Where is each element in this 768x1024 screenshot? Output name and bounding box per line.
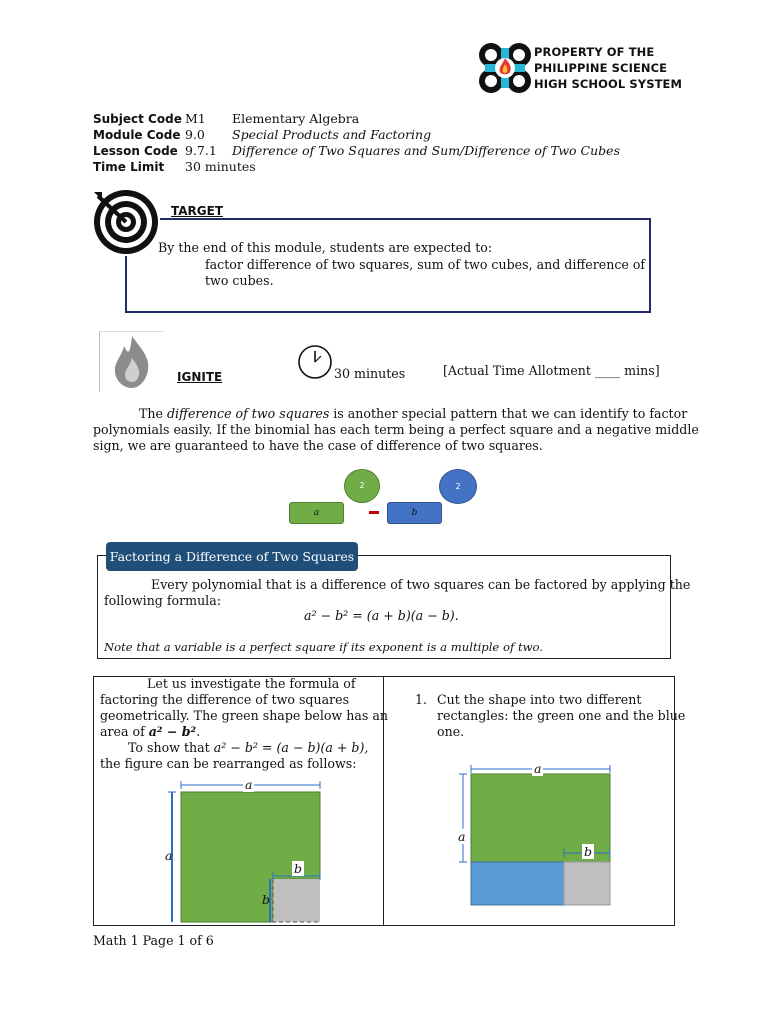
left-line4 bbox=[100, 724, 200, 740]
lesson-title: Difference of Two Squares and Sum/Difference of Two Cubes bbox=[232, 143, 620, 158]
left-line5-expr: a² − b² = (a − b)(a + b), bbox=[213, 740, 369, 755]
right-dim-a-top: a bbox=[534, 761, 542, 776]
ignite-flame-icon bbox=[99, 331, 164, 392]
time-limit-value: 30 minutes bbox=[185, 159, 256, 174]
right-item-number: 1. bbox=[415, 692, 428, 707]
right-line1: Cut the shape into two different bbox=[437, 692, 642, 707]
clock-icon bbox=[297, 344, 333, 380]
right-dim-b: b bbox=[584, 844, 593, 859]
term-b-box: b bbox=[387, 502, 442, 524]
formula-expression: a² − b² = (a + b)(a − b). bbox=[304, 608, 459, 623]
ignite-time: 30 minutes bbox=[334, 366, 406, 381]
intro-term: difference of two squares bbox=[166, 406, 330, 421]
target-intro: By the end of this module, students are expected to: bbox=[158, 240, 493, 255]
subject-code-label: Subject Code bbox=[93, 112, 182, 126]
module-title: Special Products and Factoring bbox=[232, 127, 432, 142]
left-line4-post: . bbox=[196, 724, 201, 739]
left-dim-b-side: b bbox=[262, 892, 271, 907]
left-line5 bbox=[128, 740, 368, 756]
left-line6: the figure can be rearranged as follows: bbox=[100, 756, 357, 771]
left-line4-pre: area of bbox=[100, 724, 149, 739]
left-line2: factoring the difference of two squares bbox=[100, 692, 350, 707]
logo-line-1: PROPERTY OF THE bbox=[534, 45, 655, 59]
right-line2: rectangles: the green one and the blue bbox=[437, 708, 686, 723]
logo-line-2: PHILIPPINE SCIENCE bbox=[534, 61, 668, 75]
intro-line3: sign, we are guaranteed to have the case of difference of two squares. bbox=[93, 438, 543, 453]
subject-title: Elementary Algebra bbox=[232, 111, 360, 126]
intro-pre: The bbox=[139, 406, 167, 421]
lesson-code-label: Lesson Code bbox=[93, 144, 178, 158]
target-objective-line2: two cubes. bbox=[205, 273, 274, 288]
time-limit-label: Time Limit bbox=[93, 160, 165, 174]
ignite-allotment: [Actual Time Allotment ____ mins] bbox=[443, 363, 660, 378]
left-figure bbox=[160, 778, 340, 924]
target-objective-line1: factor difference of two squares, sum of two cubes, and difference of bbox=[205, 257, 646, 272]
minus-sign-icon bbox=[369, 511, 379, 514]
formula-line2: following formula: bbox=[104, 593, 221, 608]
logo-line-3: HIGH SCHOOL SYSTEM bbox=[534, 77, 683, 91]
formula-note: Note that a variable is a perfect square if its exponent is a multiple of two. bbox=[104, 640, 543, 654]
left-line4-expr: a² − b² bbox=[148, 724, 197, 739]
module-code: 9.0 bbox=[185, 127, 205, 142]
pshs-logo bbox=[478, 42, 532, 94]
page-footer: Math 1 Page 1 of 6 bbox=[93, 933, 214, 948]
left-dim-a-top: a bbox=[245, 777, 253, 792]
module-code-label: Module Code bbox=[93, 128, 181, 142]
intro-line2: polynomials easily. If the binomial has each term being a perfect square and a negative middle bbox=[93, 422, 699, 437]
right-dim-a-side: a bbox=[458, 829, 466, 844]
ignite-heading: IGNITE bbox=[177, 370, 223, 384]
lesson-code: 9.7.1 bbox=[185, 143, 217, 158]
left-dim-b-top: b bbox=[294, 861, 303, 876]
pshs-seal-icon bbox=[478, 42, 532, 94]
left-dim-a-side: a bbox=[165, 848, 173, 863]
exponent-a-circle: 2 bbox=[344, 469, 380, 503]
intro-line1 bbox=[139, 406, 687, 422]
term-a-box: a bbox=[289, 502, 344, 524]
subject-code: M1 bbox=[185, 111, 206, 126]
left-line5-pre: To show that bbox=[128, 740, 214, 755]
target-icon bbox=[90, 186, 160, 256]
exponent-b-circle: 2 bbox=[439, 469, 477, 504]
target-heading: TARGET bbox=[171, 204, 224, 218]
formula-tab-title: Factoring a Difference of Two Squares bbox=[106, 542, 358, 571]
formula-line1: Every polynomial that is a difference of two squares can be factored by applying the bbox=[151, 577, 691, 592]
intro-post: is another special pattern that we can identify to factor bbox=[329, 406, 688, 421]
left-line3: geometrically. The green shape below has an bbox=[100, 708, 388, 723]
left-line1: Let us investigate the formula of bbox=[147, 676, 356, 691]
right-figure bbox=[455, 762, 620, 910]
right-line3: one. bbox=[437, 724, 465, 739]
